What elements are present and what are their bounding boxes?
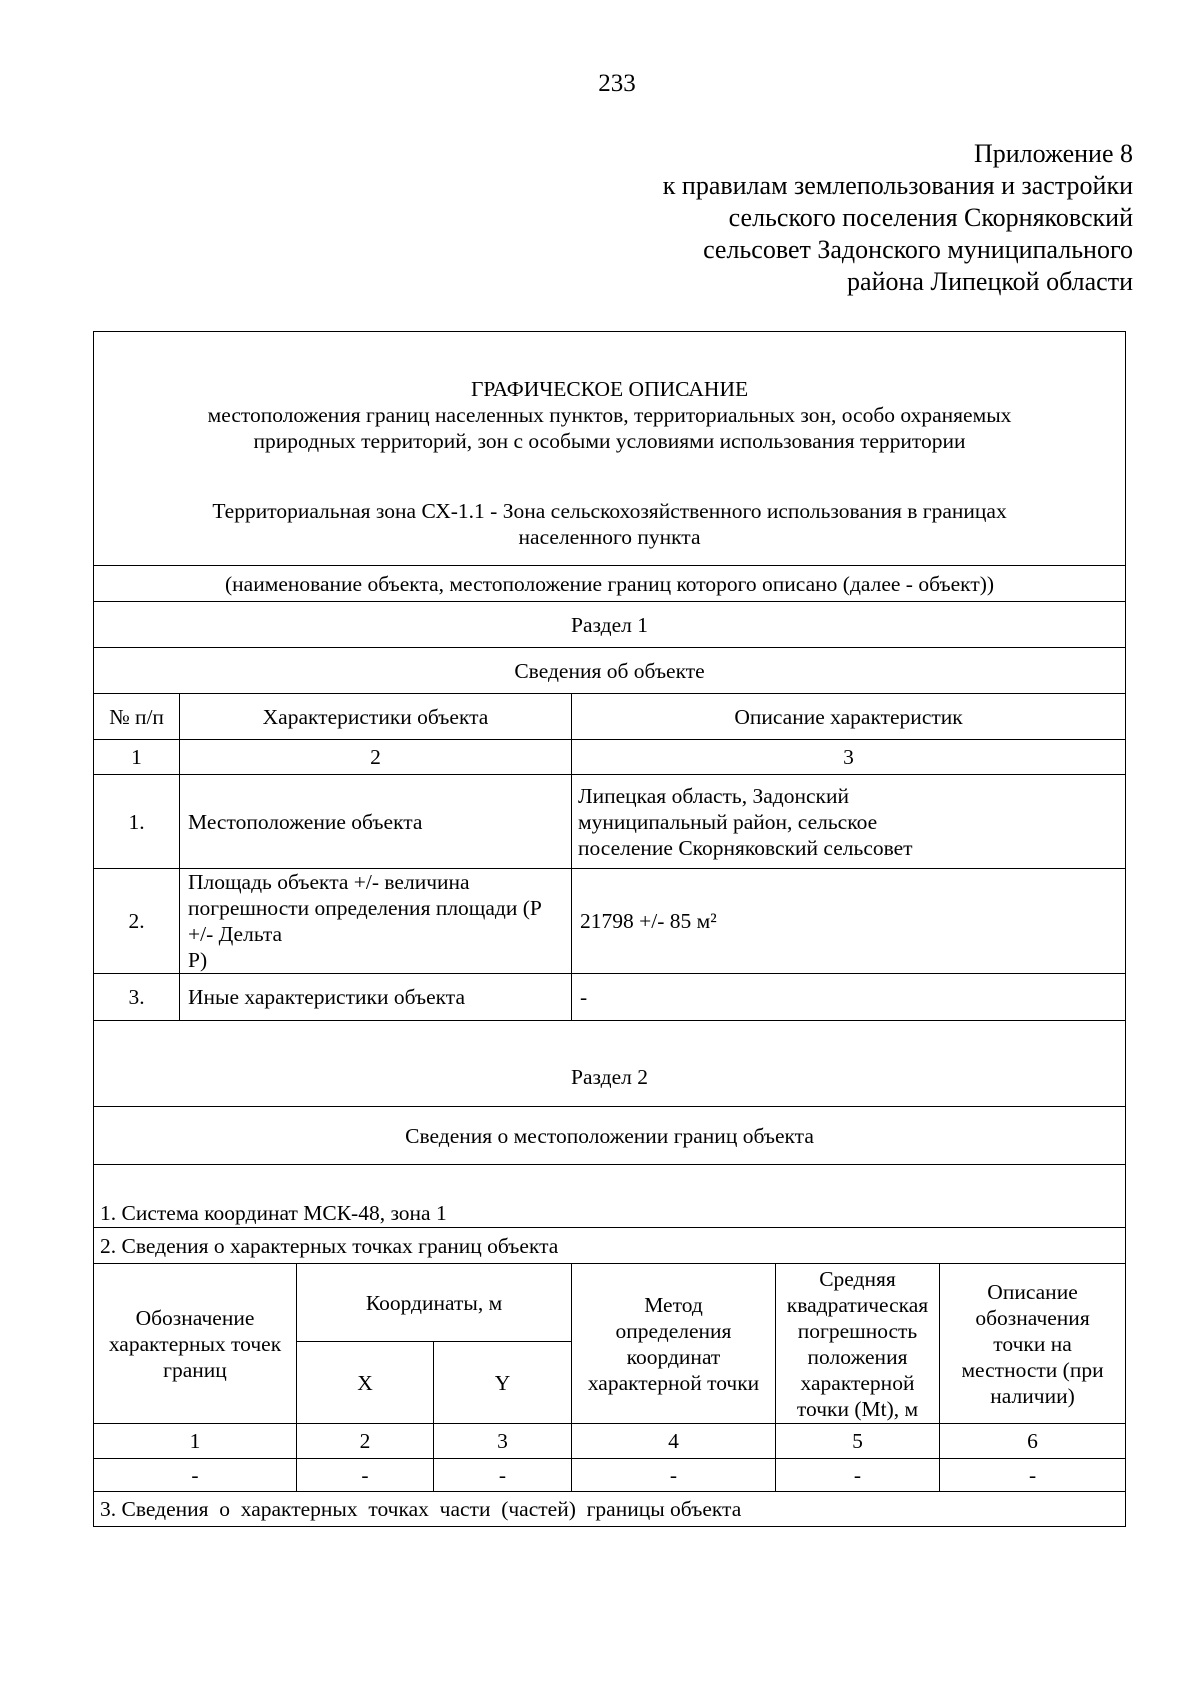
section1-title: Раздел 1 <box>94 602 1126 648</box>
description-line: Липецкая область, Задонский <box>578 783 849 808</box>
header-line: Описание <box>987 1279 1078 1304</box>
column-number: 1 <box>94 1424 297 1459</box>
table-cell: - <box>940 1459 1126 1492</box>
characteristic-area <box>180 869 572 974</box>
header-line: погрешность <box>797 1318 918 1343</box>
column-header-coordinates: Координаты, м <box>297 1264 572 1342</box>
header-line: координат <box>626 1344 721 1369</box>
page-number: 233 <box>598 70 636 97</box>
row-number: 2. <box>94 869 180 974</box>
column-number: 5 <box>776 1424 940 1459</box>
characteristic-location: Местоположение объекта <box>180 775 572 869</box>
zone-name-line: населенного пункта <box>518 524 701 549</box>
description-line: поселение Скорняковский сельсовет <box>578 835 913 860</box>
header-line: положения <box>807 1344 908 1369</box>
column-number: 1 <box>94 740 180 775</box>
header-line: обозначения <box>975 1305 1090 1330</box>
header-line: характерной <box>800 1370 915 1395</box>
column-header-characteristic: Характеристики объекта <box>180 694 572 740</box>
row-number: 3. <box>94 974 180 1021</box>
header-line: характерной точки <box>587 1370 760 1395</box>
parts-heading: 3. Сведения о характерных точках части (частей) границы объекта <box>94 1492 1126 1527</box>
header-line: точки на <box>993 1331 1072 1356</box>
zone-name-line: Территориальная зона СХ-1.1 - Зона сельскохозяйственного использования в границах <box>212 498 1007 523</box>
header-line: Средняя <box>819 1266 896 1291</box>
header-line: границ <box>163 1357 227 1382</box>
appendix-line: района Липецкой области <box>847 267 1133 296</box>
column-number: 4 <box>572 1424 776 1459</box>
appendix-line: сельского поселения Скорняковский <box>728 203 1133 232</box>
column-header-number: № п/п <box>94 694 180 740</box>
object-note: (наименование объекта, местоположение границ которого описано (далее - объект)) <box>94 566 1126 602</box>
header-line: Метод <box>644 1292 703 1317</box>
header-line: наличии) <box>990 1383 1075 1408</box>
table-row <box>94 1459 1126 1492</box>
column-header-x: X <box>297 1342 434 1424</box>
table-cell: - <box>572 1459 776 1492</box>
header-line: характерных точек <box>108 1331 282 1356</box>
description-line: муниципальный район, сельское <box>578 809 878 834</box>
characteristic-line: P) <box>188 948 208 972</box>
document-title: ГРАФИЧЕСКОЕ ОПИСАНИЕ <box>470 376 749 401</box>
document-header <box>94 332 1126 566</box>
appendix-reference <box>663 138 1133 298</box>
column-header-y: Y <box>434 1342 572 1424</box>
section2-subtitle: Сведения о местоположении границ объекта <box>94 1107 1126 1165</box>
header-line: квадратическая <box>786 1292 929 1317</box>
zone-name <box>100 498 1119 550</box>
column-header-error <box>776 1264 940 1424</box>
header-line: определения <box>615 1318 732 1343</box>
characteristic-line: погрешности определения площади (P +/- Дельта <box>188 896 542 946</box>
column-number: 6 <box>940 1424 1126 1459</box>
column-header-point-description <box>940 1264 1126 1424</box>
column-header-designation <box>94 1264 297 1424</box>
table-cell: - <box>434 1459 572 1492</box>
characteristic-other: Иные характеристики объекта <box>180 974 572 1021</box>
column-number: 2 <box>297 1424 434 1459</box>
description-location <box>572 775 1126 869</box>
document-subtitle: природных территорий, зон с особыми условиями использования территории <box>253 428 966 453</box>
appendix-line: к правилам землепользования и застройки <box>662 171 1133 200</box>
graphic-description-table <box>93 331 1126 1527</box>
coordinate-system: 1. Система координат МСК-48, зона 1 <box>94 1165 1126 1228</box>
header-line: местности (при <box>961 1357 1104 1382</box>
section2-title: Раздел 2 <box>94 1021 1126 1107</box>
characteristic-line: Площадь объекта +/- величина <box>188 870 470 894</box>
document-subtitle: местоположения границ населенных пунктов, территориальных зон, особо охраняемых <box>207 402 1012 427</box>
column-header-method <box>572 1264 776 1424</box>
column-number: 3 <box>572 740 1126 775</box>
description-area: 21798 +/- 85 м² <box>572 869 1126 974</box>
column-number: 3 <box>434 1424 572 1459</box>
section1-subtitle: Сведения об объекте <box>94 648 1126 694</box>
table-cell: - <box>297 1459 434 1492</box>
header-line: точки (Mt), м <box>796 1396 919 1421</box>
table-cell: - <box>776 1459 940 1492</box>
description-other: - <box>572 974 1126 1021</box>
appendix-line: Приложение 8 <box>973 139 1133 168</box>
header-line: Обозначение <box>135 1305 255 1330</box>
table-cell: - <box>94 1459 297 1492</box>
appendix-line: сельсовет Задонского муниципального <box>703 235 1133 264</box>
column-number: 2 <box>180 740 572 775</box>
column-header-description: Описание характеристик <box>572 694 1126 740</box>
row-number: 1. <box>94 775 180 869</box>
points-heading: 2. Сведения о характерных точках границ объекта <box>94 1228 1126 1264</box>
